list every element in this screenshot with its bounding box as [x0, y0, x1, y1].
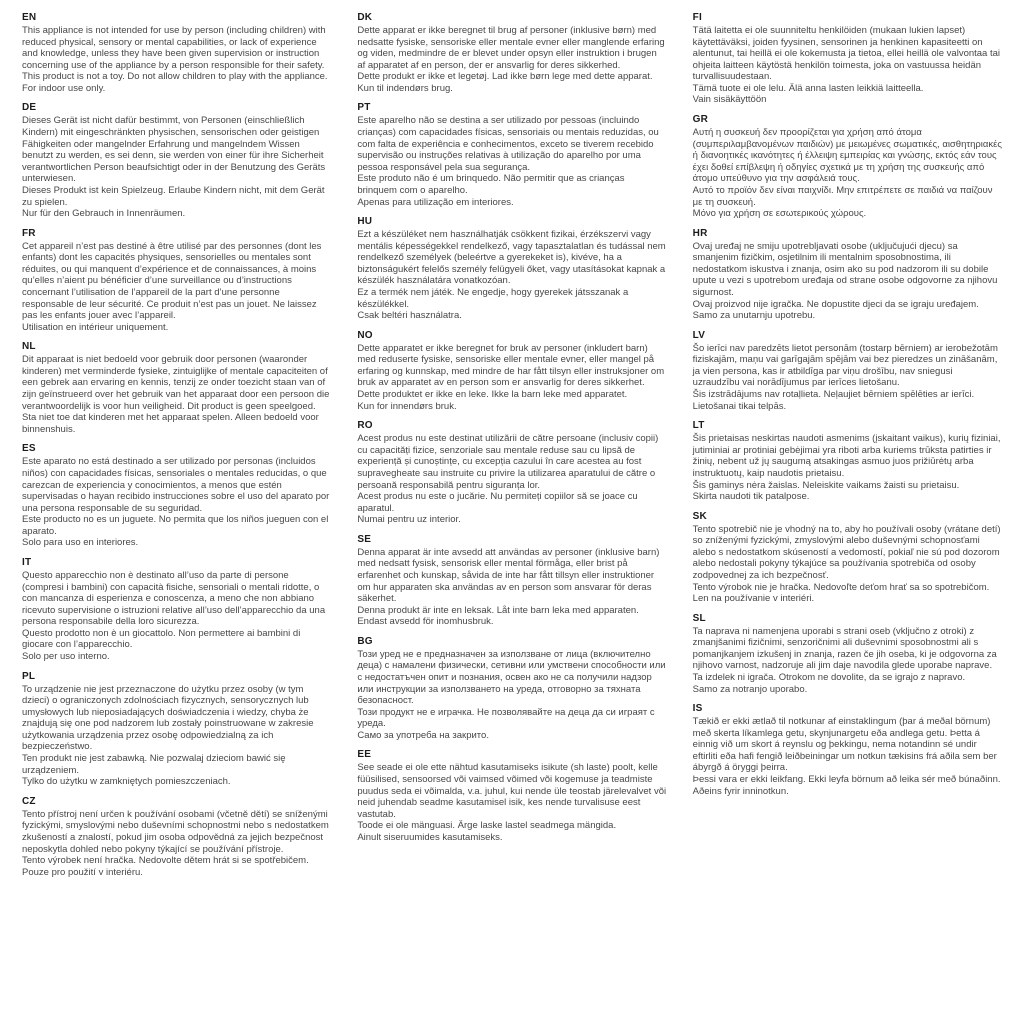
- instruction-paragraph: Този уред не е предназначен за използване от лица (включително деца) с намалени физически, сетивни или умствени способности или с недостатъчен опит и познания, освен ако не са получили надзор или инструкции за използването на уреда, отговорно за тяхната безопасност.: [357, 648, 666, 707]
- language-code-heading: BG: [357, 635, 373, 647]
- instruction-paragraph: Ta izdelek ni igrača. Otrokom ne dovolite, da se igrajo z napravo.: [692, 672, 966, 684]
- language-section-pl: [22, 671, 331, 788]
- language-section-it: [22, 557, 331, 663]
- instruction-paragraph: Dette produkt er ikke et legetøj. Lad ikke børn lege med dette apparat.: [357, 71, 653, 83]
- instruction-paragraph: Este producto no es un juguete. No permita que los niños jueguen con el aparato.: [22, 514, 329, 537]
- instruction-paragraph: Cet appareil n’est pas destiné à être utilisé par des personnes (dont les enfants) dont les capacités physiques, sensorielles ou mentales sont réduites, ou qui manquent d’expérience et de connaissances, à moins qu’elles n’aient pu bénéficier d’une surveillance ou d’instructions concernant l’utilisation de l’appareil de la part d’une personne responsable de leur sécurité. Ce produit n’est pas un jouet. Ne laissez pas les enfants jouer avec l’appareil.: [22, 240, 322, 322]
- instruction-paragraph: Questo apparecchio non è destinato all’uso da parte di persone (compresi i bambini) con capacità fisiche, sensoriali o mentali ridotte, o con mancanza di esperienza e conoscenza, a meno che non abbiano ricevuto supervisione o istruzioni relative all’uso dell’apparecchio da una persona responsabile della loro sicurezza.: [22, 569, 326, 628]
- language-code-heading: FR: [22, 227, 36, 239]
- language-code-heading: EN: [22, 12, 37, 23]
- instruction-paragraph: Utilisation en intérieur uniquement.: [22, 321, 169, 333]
- instruction-paragraph: Този продукт не е играчка. Не позволявайте на деца да си играят с уреда.: [357, 706, 655, 730]
- instruction-paragraph: Endast avsedd för inomhusbruk.: [357, 616, 494, 628]
- language-section-bg: [357, 636, 666, 742]
- language-section-dk: [357, 12, 666, 94]
- instruction-paragraph: Lietošanai tikai telpās.: [692, 400, 787, 412]
- instruction-paragraph: Este aparato no está destinado a ser utilizado por personas (incluidos niños) con capacidades físicas, sensoriales o mentales reducidas, o que carezcan de experiencia y conocimientos, a menos que estén supervisadas o hayan recibido instrucciones sobre el uso del aparato por una persona responsable de su seguridad.: [22, 456, 330, 514]
- language-section-hr: [693, 228, 1002, 322]
- instruction-paragraph: Ezt a készüléket nem használhatják csökkent fizikai, érzékszervi vagy mentális képességekkel rendelkező, vagy tapasztalatlan és tudással nem rendelkező személyek (beleértve a gyerekeket is), kivéve, ha a biztonságukért felelős személy felügyeli őket, vagy utasításokat kapnak a készülék használatára vonatkozóan.: [357, 229, 666, 287]
- language-section-en: [22, 12, 331, 94]
- language-code-heading: PL: [22, 670, 36, 682]
- instruction-paragraph: Šis izstrādājums nav rotaļlieta. Neļaujiet bērniem spēlēties ar ierīci.: [692, 389, 975, 401]
- language-code-heading: RO: [357, 420, 373, 432]
- instruction-paragraph: Само за употреба на закрито.: [357, 729, 489, 741]
- instruction-paragraph: Nur für den Gebrauch in Innenräumen.: [22, 208, 186, 220]
- language-code-heading: FI: [692, 12, 702, 23]
- instruction-paragraph: Μόνο για χρήση σε εσωτερικούς χώρους.: [692, 208, 867, 220]
- language-code-heading: ES: [22, 443, 36, 455]
- instruction-paragraph: Šis gaminys nėra žaislas. Neleiskite vaikams žaisti su prietaisu.: [692, 479, 960, 491]
- language-code-heading: GR: [692, 114, 709, 126]
- language-code-heading: EE: [357, 749, 372, 761]
- instruction-paragraph: Apenas para utilização em interiores.: [357, 196, 514, 208]
- instruction-paragraph: Šis prietaisas neskirtas naudoti asmenims (įskaitant vaikus), kurių fiziniai, jutiminiai ar protiniai gebėjimai yra riboti arba kuriems trūksta patirties ir žinių, nebent už jų saugumą atsakingas asmuo juos prižiūrėtų arba instruktuotų, kaip naudotis prietaisu.: [692, 433, 1001, 479]
- language-code-heading: NL: [22, 341, 36, 353]
- instruction-paragraph: Acest produs nu este o jucărie. Nu permiteți copiilor să se joace cu aparatul.: [357, 491, 638, 514]
- instruction-paragraph: Dette apparatet er ikke beregnet for bruk av personer (inkludert barn) med reduserte fysiske, sensoriske eller mentale evner, eller mangel på erfaring og kunnskap, med mindre de har fått tilsyn eller instruksjoner om bruk av apparatet av en person som er ansvarlig for deres sikkerhet.: [357, 342, 665, 389]
- instruction-paragraph: Ovaj uređaj ne smiju upotrebljavati osobe (uključujući djecu) sa smanjenim fizičkim, osjetilnim ili mentalnim sposobnostima, ili nedostatkom iskustva i znanja, osim ako su pod nadzorom ili su dobile upute u vezi s upotrebom uređaja od strane osobe odgovorne za njihovu sigurnost.: [692, 240, 998, 298]
- instruction-paragraph: To urządzenie nie jest przeznaczone do użytku przez osoby (w tym dzieci) o ograniczonych zdolnościach fizycznych, sensorycznych lub umysłowych lub nieposiadających doświadczenia i wiedzy, chyba że znajdują się one pod nadzorem lub zostały poinstruowane w zakresie użytkowania urządzenia przez osobę odpowiedzialną za ich bezpieczeństwo.: [22, 683, 314, 753]
- instruction-paragraph: Tylko do użytku w zamkniętych pomieszczeniach.: [22, 776, 231, 788]
- instruction-paragraph: Šo ierīci nav paredzēts lietot personām (tostarp bērniem) ar ierobežotām fiziskajām, maņu vai garīgajām spējām vai bez pieredzes un zināšanām, ja vien persona, kas ir atbildīga par viņu drošību, nav sniegusi uzraudzību vai norādījumus par ierīces lietošanu.: [692, 342, 998, 389]
- instruction-paragraph: Aðeins fyrir inninotkun.: [692, 785, 789, 797]
- column-3: [693, 12, 1002, 1014]
- language-section-pt: [357, 102, 666, 208]
- instruction-paragraph: Pouze pro použití v interiéru.: [22, 866, 143, 878]
- instruction-paragraph: Este aparelho não se destina a ser utilizado por pessoas (incluindo crianças) com capacidades físicas, sensoriais ou mentais reduzidas, ou com falta de experiência e conhecimentos, exceto se tiverem recebido supervisão ou instruções relativas à utilização do aparelho por uma pessoa responsável pela sua segurança.: [357, 115, 659, 173]
- instruction-paragraph: Denna produkt är inte en leksak. Låt inte barn leka med apparaten.: [357, 604, 639, 616]
- language-section-lv: [693, 330, 1002, 412]
- instruction-paragraph: Tämä tuote ei ole lelu. Älä anna lasten leikkiä laitteella.: [692, 82, 924, 94]
- instruction-paragraph: Dette apparat er ikke beregnet til brug af personer (inklusive børn) med nedsatte fysiske, sensoriske eller mentale evner eller manglende erfaring og viden, medmindre de er blevet under opsyn eller instruktion i brugen af apparatet af en person, der er ansvarlig for deres sikkerhed.: [357, 25, 665, 71]
- language-section-es: [22, 443, 331, 549]
- language-section-no: [357, 330, 666, 412]
- language-section-is: [693, 703, 1002, 797]
- instruction-paragraph: Dieses Produkt ist kein Spielzeug. Erlaube Kindern nicht, mit dem Gerät zu spielen.: [22, 184, 325, 208]
- language-code-heading: PT: [357, 102, 371, 114]
- language-code-heading: HU: [357, 216, 373, 228]
- instruction-paragraph: For indoor use only.: [22, 82, 106, 94]
- instruction-paragraph: Þessi vara er ekki leikfang. Ekki leyfa börnum að leika sér með búnaðinn.: [692, 774, 1001, 786]
- instruction-paragraph: Tento výrobek není hračka. Nedovolte dětem hrát si se spotřebičem.: [22, 855, 309, 867]
- language-section-gr: [693, 114, 1002, 220]
- language-section-de: [22, 102, 331, 219]
- column-1: [22, 12, 331, 1014]
- instruction-paragraph: Solo per uso interno.: [22, 651, 110, 663]
- column-2: [357, 12, 666, 1014]
- language-code-heading: LV: [692, 329, 706, 341]
- instruction-paragraph: Questo prodotto non è un giocattolo. Non permettere ai bambini di giocare con l’apparecchio.: [22, 627, 301, 651]
- instruction-paragraph: Αυτή η συσκευή δεν προορίζεται για χρήση από άτομα (συμπεριλαμβανομένων παιδιών) με μειωμένες σωματικές, αισθητηριακές ή διανοητικές ικανότητες ή έλλειψη εμπειρίας και γνώσης, εκτός εάν τους έχει δοθεί επίβλεψη ή οδηγίες σχετικά με τη χρήση της συσκευής από άτομο υπεύθυνο για την ασφάλειά τους.: [692, 127, 1002, 185]
- instruction-paragraph: Samo za notranjo uporabo.: [692, 683, 808, 695]
- language-section-ro: [357, 420, 666, 526]
- language-code-heading: NO: [357, 329, 373, 341]
- language-code-heading: DE: [22, 102, 37, 114]
- language-code-heading: LT: [692, 420, 705, 432]
- instruction-paragraph: See seade ei ole ette nähtud kasutamiseks isikute (sh laste) poolt, kelle füüsilised, sensoorsed või vaimsed võimed või kogemuse ja teadmiste puudus seda ei võimalda, v.a. juhul, kui nende üle teostab järelevalvet või neid juhendab seadme kasutamisel isik, kes nende turvalisuse eest vastutab.: [357, 762, 667, 820]
- instruction-paragraph: Ten produkt nie jest zabawką. Nie pozwalaj dzieciom bawić się urządzeniem.: [22, 753, 286, 776]
- language-section-se: [357, 534, 666, 628]
- instruction-paragraph: Kun til indendørs brug.: [357, 82, 453, 94]
- language-code-heading: CZ: [22, 795, 36, 807]
- language-code-heading: SE: [357, 533, 372, 545]
- instruction-paragraph: This appliance is not intended for use by person (including children) with reduced physical, sensory or mental capabilities, or lack of experience and knowledge, unless they have been given supervision or instruction concerning use of the appliance by a person responsible for their safety.: [22, 25, 326, 71]
- instruction-paragraph: This product is not a toy. Do not allow children to play with the appliance.: [22, 71, 328, 83]
- language-section-sk: [693, 511, 1002, 605]
- instruction-paragraph: Dieses Gerät ist nicht dafür bestimmt, von Personen (einschließlich Kindern) mit eingeschränkten physischen, sensorischen oder geistigen Fähigkeiten oder mangelnder Erfahrung und mangelndem Wissen benutzt zu werden, es sei denn, sie werden von einer für ihre Sicherheit verantwortlichen Person beaufsichtigt oder in der Benutzung des Geräts unterwiesen.: [22, 115, 326, 185]
- language-code-heading: DK: [357, 12, 373, 23]
- language-section-ee: [357, 749, 666, 843]
- instruction-paragraph: Tätä laitetta ei ole suunniteltu henkilöiden (mukaan lukien lapset) käytettäväksi, joiden fyysinen, sensorinen ja henkinen kapasiteetti on alentunut, tai heillä ei ole kokemusta ja tietoa, ellei heillä ole valvontaa tai ohjeita laitteen käytöstä henkilön toimesta, joka on vastuussa heidän turvallisuudestaan.: [692, 25, 1001, 83]
- language-section-fi: [693, 12, 1002, 106]
- instruction-paragraph: Kun for innendørs bruk.: [357, 400, 457, 412]
- instruction-paragraph: Tento výrobok nie je hračka. Nedovoľte deťom hrať sa so spotrebičom.: [692, 581, 990, 593]
- language-section-hu: [357, 216, 666, 322]
- instruction-paragraph: Dette produktet er ikke en leke. Ikke la barn leke med apparatet.: [357, 389, 628, 401]
- language-section-cz: [22, 796, 331, 878]
- instruction-paragraph: Denna apparat är inte avsedd att användas av personer (inklusive barn) med nedsatt fysisk, sensorisk eller mental förmåga, eller brist på erfarenhet och kunskap, såvida de inte har fått tillsyn eller instruktioner om hur apparaten ska användas av en person som ansvarar för deras säkerhet.: [357, 546, 660, 605]
- language-code-heading: IS: [692, 703, 703, 715]
- instruction-paragraph: Ez a termék nem játék. Ne engedje, hogy gyerekek játsszanak a készülékkel.: [357, 286, 629, 310]
- instruction-paragraph: Tækið er ekki ætlað til notkunar af einstaklingum (þar á meðal börnum) með skerta líkamlega getu, skynjunargetu eða andlega getu. Þetta á einnig við um skort á reynslu og þekkingu, nema notandinn sé undir eftirliti eða hafi fengið leiðbeiningar um notkun tækisins frá aðila sem ber ábyrgð á öryggi þeirra.: [692, 716, 997, 774]
- instruction-paragraph: Este produto não é um brinquedo. Não permitir que as crianças brinquem com o aparelho.: [357, 173, 625, 196]
- language-code-heading: HR: [692, 227, 708, 239]
- instruction-paragraph: Ovaj proizvod nije igračka. Ne dopustite djeci da se igraju uređajem.: [692, 298, 979, 310]
- language-code-heading: IT: [22, 556, 32, 568]
- language-section-lt: [693, 420, 1002, 502]
- instruction-paragraph: Dit apparaat is niet bedoeld voor gebruik door personen (waaronder kinderen) met verminderde fysieke, zintuiglijke of mentale capaciteiten of een gebrek aan ervaring en kennis, tenzij ze onder toezicht staan van of zijn geïnstrueerd over het gebruik van het apparaat door een persoon die verantwoordelijk is voor hun veiligheid. Dit product is geen speelgoed. Sta niet toe dat kinderen met het apparaat spelen. Alleen bedoeld voor binnenshuis.: [22, 354, 330, 435]
- language-code-heading: SK: [692, 510, 707, 522]
- instruction-paragraph: Numai pentru uz interior.: [357, 514, 461, 526]
- instruction-paragraph: Ta naprava ni namenjena uporabi s strani oseb (vključno z otroki) z zmanjšanimi fizičnimi, senzoričnimi ali duševnimi sposobnostmi ali s pomanjkanjem izkušenj in znanja, razen če jih oseba, ki je odgovorna za njihovo varnost, nadzoruje ali jim daje navodila glede uporabe naprave.: [692, 625, 997, 672]
- instruction-paragraph: Tento spotrebič nie je vhodný na to, aby ho používali osoby (vrátane detí) so zníženými fyzickými, zmyslovými alebo duševnými schopnosťami alebo s nedostatkom skúseností a vedomostí, pokiaľ nie sú pod dozorom alebo nedostali pokyny týkajúce sa používania spotrebiča od osoby zodpovednej za ich bezpečnosť.: [692, 523, 1001, 581]
- instruction-paragraph: Len na používanie v interiéri.: [692, 593, 815, 605]
- instruction-paragraph: Skirta naudoti tik patalpose.: [692, 491, 810, 503]
- instruction-paragraph: Toode ei ole mänguasi. Ärge laske lastel seadmega mängida.: [357, 820, 617, 832]
- language-code-heading: SL: [692, 612, 706, 624]
- instruction-paragraph: Vain sisäkäyttöön: [692, 94, 767, 106]
- language-section-nl: [22, 341, 331, 435]
- language-section-fr: [22, 228, 331, 334]
- instruction-paragraph: Csak beltéri használatra.: [357, 310, 462, 322]
- instruction-paragraph: Ainult siseruumides kasutamiseks.: [357, 831, 503, 843]
- instruction-paragraph: Tento přístroj není určen k používání osobami (včetně dětí) se sníženými fyzickými, smyslovými nebo duševními schopnostmi nebo s nedostatkem zkušeností a znalostí, pokud jim osoba odpovědná za jejich bezpečnost neposkytla dohled nebo pokyny týkající se používání přístroje.: [22, 808, 329, 855]
- language-section-sl: [693, 613, 1002, 695]
- instruction-paragraph: Αυτό το προϊόν δεν είναι παιχνίδι. Μην επιτρέπετε σε παιδιά να παίζουν με τη συσκευή.: [692, 184, 993, 208]
- instruction-paragraph: Samo za unutarnju upotrebu.: [692, 310, 816, 322]
- instruction-paragraph: Acest produs nu este destinat utilizării de către persoane (inclusiv copii) cu capacități fizice, senzoriale sau mentale reduse sau cu lipsă de experiență și cunoștințe, cu excepția cazului în care acestea au fost supravegheate sau instruite cu privire la utilizarea aparatului de către o persoană responsabilă pentru siguranța lor.: [357, 433, 659, 491]
- instruction-paragraph: Solo para uso en interiores.: [22, 537, 139, 549]
